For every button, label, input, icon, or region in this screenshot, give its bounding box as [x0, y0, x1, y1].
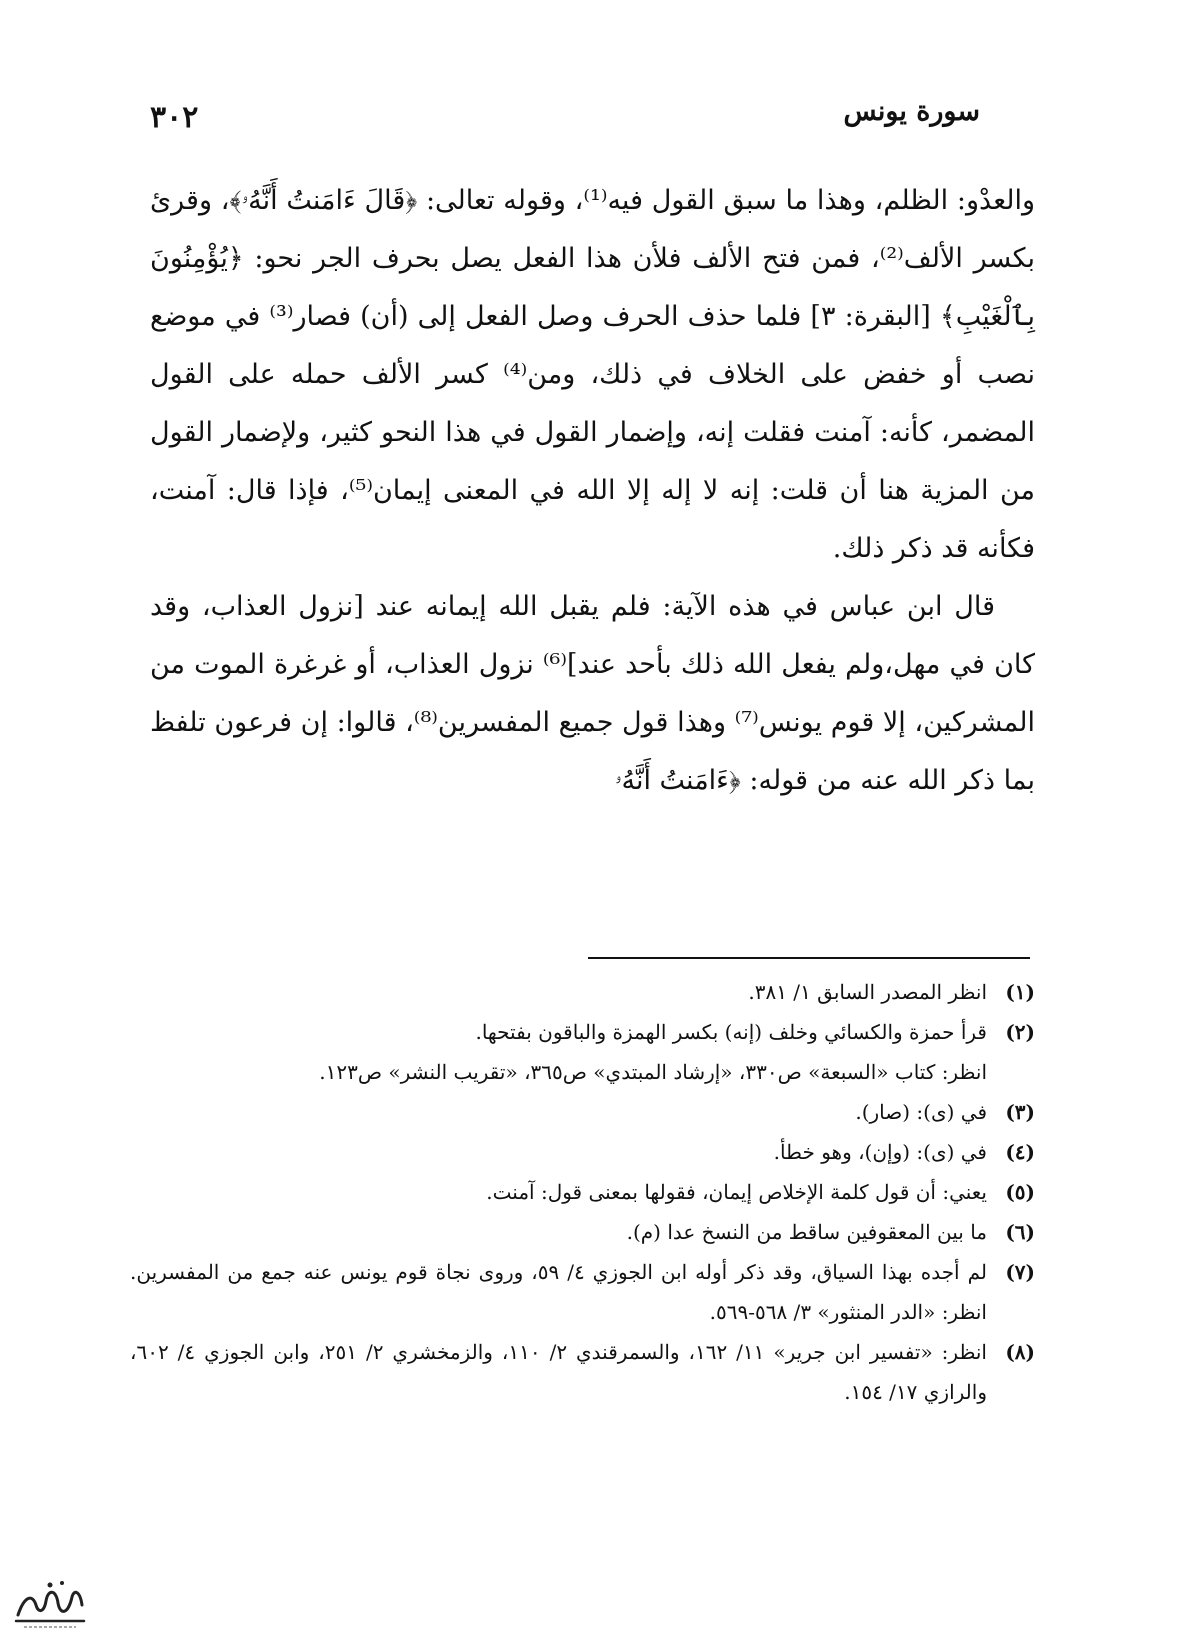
footnote-2-continuation: انظر: كتاب «السبعة» ص٣٣٠، «إرشاد المبتدي» ص٣٦٥، «تقريب النشر» ص١٢٣.	[319, 1060, 987, 1084]
footnote-text: يعني: أن قول كلمة الإخلاص إيمان، فقولها بمعنى قول: آمنت.	[486, 1180, 987, 1204]
footnote-text: قرأ حمزة والكسائي وخلف (إنه) بكسر الهمزة والباقون بفتحها.	[475, 1020, 987, 1044]
footnote-3	[130, 1092, 1035, 1132]
almostafa-logo-icon	[10, 1575, 90, 1633]
footnote-8	[130, 1332, 1035, 1412]
running-title: سورة يونس	[843, 96, 980, 127]
footnote-2	[130, 1012, 1035, 1052]
footnote-1	[130, 972, 1035, 1012]
footnote-number: (٧)	[1005, 1260, 1035, 1284]
footnote-4	[130, 1132, 1035, 1172]
footnote-divider	[588, 957, 1030, 959]
main-text	[150, 172, 1035, 810]
footnote-6	[130, 1212, 1035, 1252]
footnote-number: (٣)	[1005, 1100, 1035, 1124]
footnotes	[130, 972, 1035, 1412]
footnote-number: (٥)	[1005, 1180, 1035, 1204]
footnote-text: انظر: «تفسير ابن جرير» ١١/ ١٦٢، والسمرقندي ٢/ ١١٠، والزمخشري ٢/ ٢٥١، وابن الجوزي ٤/ ٦٠٢، والرازي ١٧/ ١٥٤.	[130, 1340, 987, 1404]
footnote-text: ما بين المعقوفين ساقط من النسخ عدا (م).	[626, 1220, 987, 1244]
footnote-number: (٦)	[1005, 1220, 1035, 1244]
footnote-number: (١)	[1005, 980, 1035, 1004]
footnote-7	[130, 1252, 1035, 1332]
footnote-number: (٢)	[1005, 1020, 1035, 1044]
page-number: ٣٠٢	[150, 100, 199, 135]
footnote-text: انظر المصدر السابق ١/ ٣٨١.	[748, 980, 987, 1004]
footnote-number: (٨)	[1005, 1340, 1035, 1364]
paragraph-2: قال ابن عباس في هذه الآية: فلم يقبل الله إيمانه عند [نزول العذاب، وقد كان في مهل،ولم يفعل الله ذلك بأحد عند]⁽⁶⁾ نزول العذاب، أو غرغرة الموت من المشركين، إلا قوم يونس⁽⁷⁾ وهذا قول جميع المفسرين⁽⁸⁾، قالوا: إن فرعون تلفظ بما ذكر الله عنه من قوله: ﴿ءَامَنتُ أَنَّهُۥ	[150, 591, 1036, 796]
paragraph-1: والعدْو: الظلم، وهذا ما سبق القول فيه⁽¹⁾، وقوله تعالى: ﴿قَالَ ءَامَنتُ أَنَّهُۥ﴾، وقرئ بكسر الألف⁽²⁾، فمن فتح الألف فلأن هذا الفعل يصل بحرف الجر نحو: ﴿يُؤْمِنُونَ بِٱلْغَيْبِ﴾ [البقرة: ٣] فلما حذف الحرف وصل الفعل إلى (أن) فصار⁽³⁾ في موضع نصب أو خفض على الخلاف في ذلك، ومن⁽⁴⁾ كسر الألف حمله على القول المضمر، كأنه: آمنت فقلت إنه، وإضمار القول في هذا النحو كثير، ولإضمار القول من المزية هنا أن قلت: إنه لا إله إلا الله في المعنى إيمان⁽⁵⁾، فإذا قال: آمنت، فكأنه قد ذكر ذلك.	[150, 185, 1035, 564]
footnote-text: في (ى): (صار).	[855, 1100, 987, 1124]
footnote-text: في (ى): (وإن)، وهو خطأ.	[773, 1140, 987, 1164]
page-header	[150, 96, 980, 140]
footnote-5	[130, 1172, 1035, 1212]
footnote-text: لم أجده بهذا السياق، وقد ذكر أوله ابن الجوزي ٤/ ٥٩، وروى نجاة قوم يونس عنه جمع من المفسرين. انظر: «الدر المنثور» ٣/ ٥٦٨-٥٦٩.	[130, 1260, 987, 1324]
footnote-number: (٤)	[1005, 1140, 1035, 1164]
